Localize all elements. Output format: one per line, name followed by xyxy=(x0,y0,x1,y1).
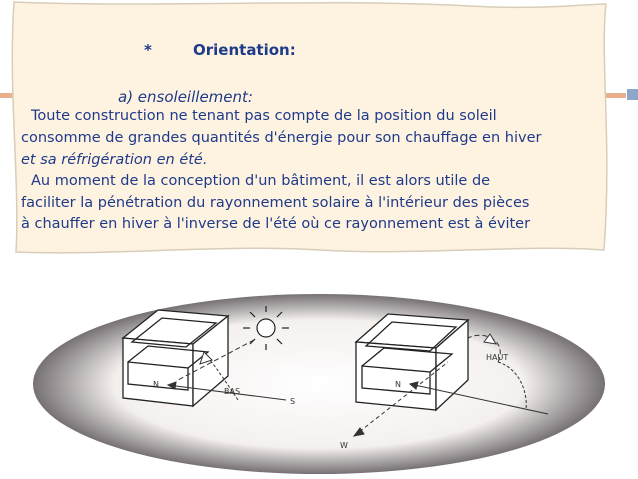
label-high: HAUT xyxy=(486,353,509,362)
subheading: a) ensoleillement: xyxy=(118,88,253,106)
label-west-right: W xyxy=(340,441,348,450)
label-low: BAS xyxy=(224,387,241,396)
paragraph-line-3: et sa réfrigération en été. xyxy=(21,152,208,168)
paragraph-line-2: consomme de grandes quantités d'énergie pour son chauffage en hiver xyxy=(21,130,542,146)
building-right xyxy=(356,314,468,410)
paragraph-line-6: à chauffer en hiver à l'inverse de l'été où ce rayonnement est à éviter xyxy=(21,216,531,232)
paragraph-line-4: Au moment de la conception d'un bâtiment, il est alors utile de xyxy=(31,173,491,189)
heading-title: Orientation: xyxy=(193,41,296,59)
orientation-illustration xyxy=(28,290,610,478)
paragraph-line-1: Toute construction ne tenant pas compte de la position du soleil xyxy=(31,108,497,124)
illustration-frame xyxy=(33,294,605,474)
label-north-left: N xyxy=(153,380,159,389)
heading-bullet: * xyxy=(144,41,152,59)
paragraph-line-5: faciliter la pénétration du rayonnement solaire à l'intérieur des pièces xyxy=(21,195,530,211)
label-north-right: N xyxy=(395,380,401,389)
label-south-left: S xyxy=(290,397,296,406)
